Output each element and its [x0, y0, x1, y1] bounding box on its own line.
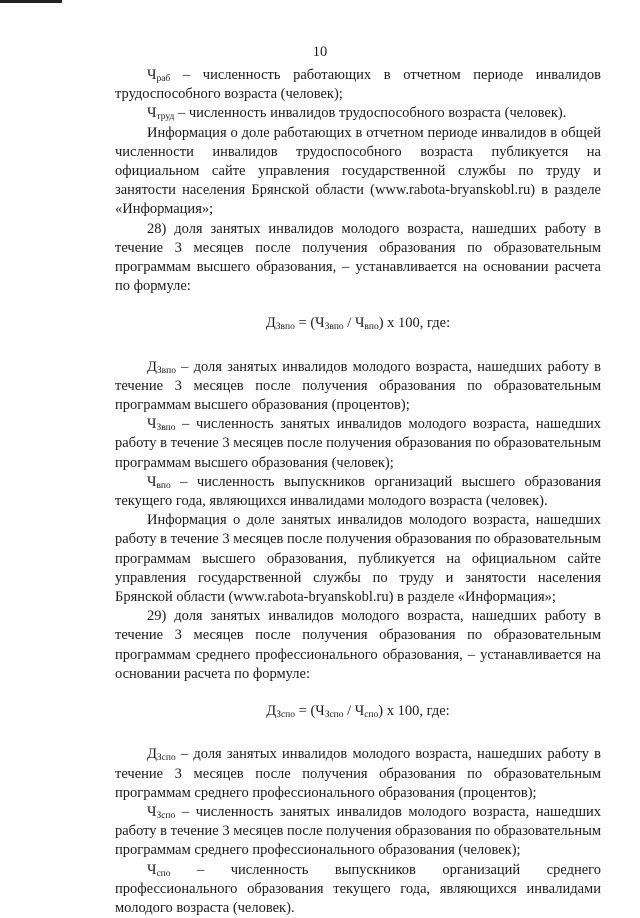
formula-higher-education: $Д_{Звпо} = (Ч_{Звпо} / Ч_{впо})$ х 100, где:: [265, 315, 451, 333]
definition-d-zspo: $Д_{Зспо}$ – доля занятых инвалидов молодого возраста, нашедших работу в течение 3 месяцев после получения образования по образовательным программам среднего профессионального образования (процентов);: [115, 746, 601, 801]
header-rule: [0, 0, 62, 3]
info-paragraph-higher-education: Информация о доле занятых инвалидов молодого возраста, нашедших работу в течение 3 месяцев после получения образования по образовательным программам высшего образования, публикуется на официальном сайте управления государственной службы по труду и занятости населения Брянской области (www.rabota-bryanskobl.ru) в разделе «Информация»;: [115, 512, 601, 606]
definition-d-zvpo: $Д_{Звпо}$ – доля занятых инвалидов молодого возраста, нашедших работу в течение 3 месяцев после получения образования по образовательным программам высшего образования (процентов);: [115, 358, 601, 414]
document-body: [115, 66, 601, 918]
info-paragraph-employed-share: Информация о доле работающих в отчетном периоде инвалидов в общей численности инвалидов трудоспособного возраста публикуется на официальном сайте управления государственной службы по труду и занятости населения Брянской области (www.rabota-bryanskobl.ru) в разделе «Информация»;: [115, 124, 601, 218]
definition-ch-rab: $Ч_{раб}$ – численность работающих в отчетном периоде инвалидов трудоспособного возраста (человек);: [115, 67, 601, 103]
item-29-paragraph: 29) доля занятых инвалидов молодого возраста, нашедших работу в течение 3 месяцев после получения образования по образовательным программам среднего профессионального образования, – устанавливается на основании расчета по формуле:: [115, 608, 601, 682]
definition-ch-vpo: $Ч_{впо}$ – численность выпускников организаций высшего образования текущего года, являющихся инвалидами молодого возраста (человек).: [115, 473, 601, 510]
definition-ch-zvpo: $Ч_{Звпо}$ – численность занятых инвалидов молодого возраста, нашедших работу в течение 3 месяцев после получения образования по образовательным программам высшего образования (человек);: [115, 416, 601, 471]
definition-ch-zspo: $Ч_{Зспо}$ – численность занятых инвалидов молодого возраста, нашедших работу в течение 3 месяцев после получения образования по образовательным программам среднего профессионального образования (человек);: [115, 803, 601, 859]
page-number: 10: [312, 44, 328, 60]
definition-ch-trud: $Ч_{труд}$ – численность инвалидов трудоспособного возраста (человек).: [147, 105, 567, 123]
formula-vocational-education: $Д_{Зспо} = (Ч_{Зспо} / Ч_{спо})$ х 100, где:: [266, 703, 450, 721]
item-28-paragraph: 28) доля занятых инвалидов молодого возраста, нашедших работу в течение 3 месяцев после получения образования по образовательным программам высшего образования, – устанавливается на основании расчета по формуле:: [115, 220, 601, 295]
definition-ch-spo: $Ч_{спо}$ – численность выпускников организаций среднего профессионального образования текущего года, являющихся инвалидами молодого возраста (человек).: [115, 861, 601, 916]
